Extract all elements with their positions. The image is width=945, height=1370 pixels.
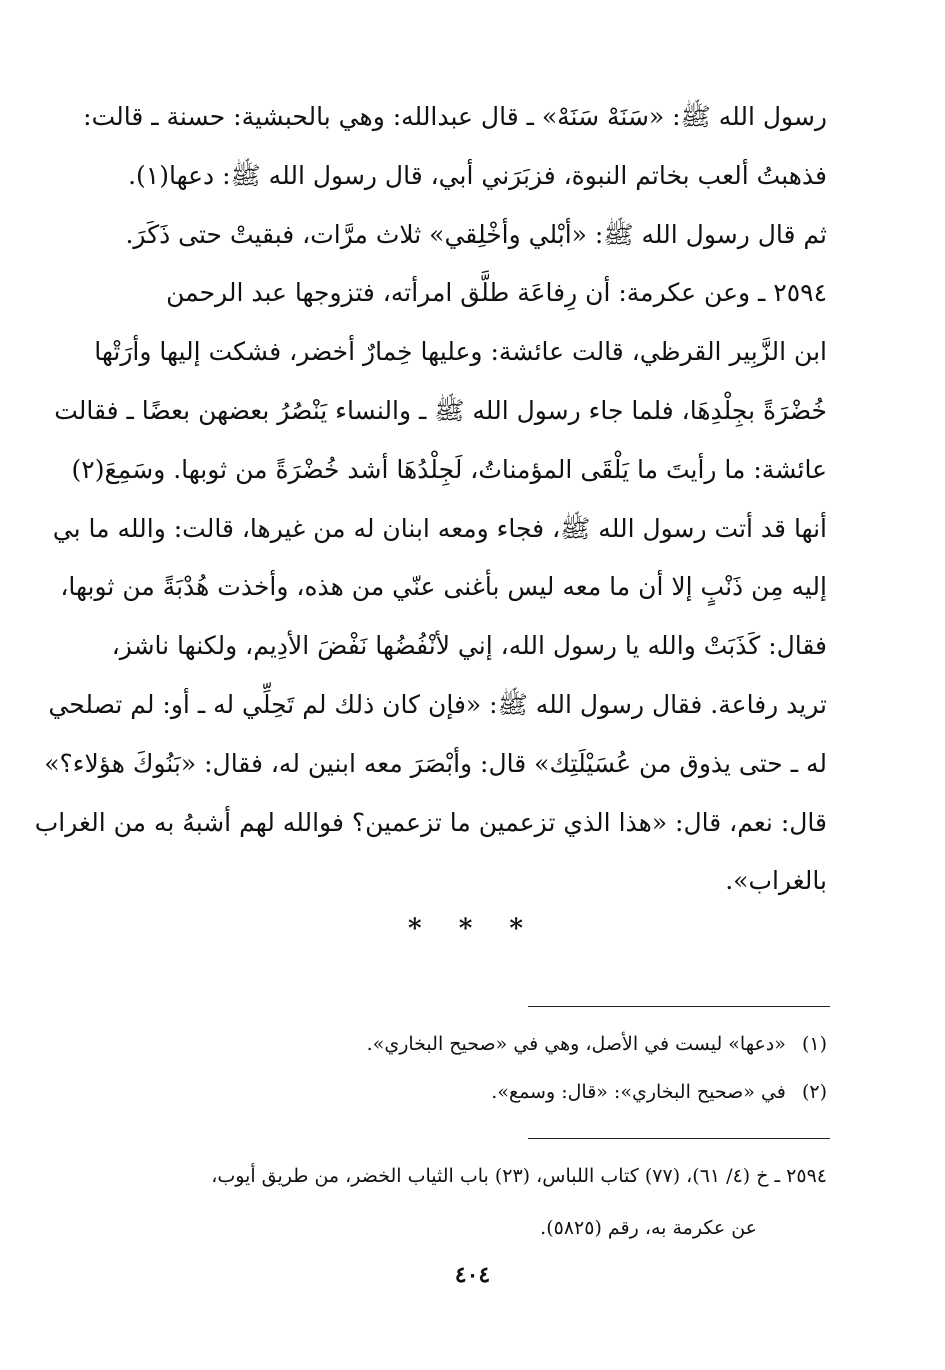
footnote-2 [110, 1068, 827, 1116]
text-line: خُضْرَةً بجِلْدِهَا، فلما جاء رسول الله ﷺ ـ والنساء يَنْصُرُ بعضهن بعضًا ـ فقالت [54, 395, 827, 425]
footnote-1 [110, 1020, 827, 1068]
footnote-text: «دعها» ليست في الأصل، وهي في «صحيح البخاري». [366, 1033, 786, 1055]
text-line: إليه مِن ذَنْبٍ إلا أن ما معه ليس بأغنى عنّي من هذه، وأخذت هُدْبَةً من ثوبها، [60, 572, 827, 602]
takhrij-divider [528, 1138, 830, 1139]
text-line: عائشة: ما رأيتَ ما يَلْقَى المؤمناتُ، لَجِلْدُهَا أشد خُضْرَةً من ثوبها. وسَمِعَ(٢) [71, 454, 827, 484]
text-line: تريد رفاعة. فقال رسول الله ﷺ: «فإن كان ذلك لم تَحِلِّي له ـ أو: لم تصلحي [48, 689, 827, 719]
hadith-2594-start-line: ٢٥٩٤ ـ وعن عكرمة: أن رِفاعَة طلَّق امرأته، فتزوجها عبد الرحمن [166, 278, 827, 308]
footnotes [110, 1020, 827, 1116]
text-line: فقال: كَذَبَتْ والله يا رسول الله، إني لأنْفُضُها نَفْضَ الأدِيم، ولكنها ناشز، [111, 631, 827, 661]
footnote-number: (٢) [801, 1081, 827, 1103]
takhrij-line: عن عكرمة به، رقم (٥٨٢٥). [540, 1217, 757, 1239]
text-line: ثم قال رسول الله ﷺ: «أبْلي وأخْلِقي» ثلاث مرَّات، فبقيتْ حتى ذَكَرَ. [125, 219, 827, 249]
footnote-divider [528, 1006, 830, 1007]
text-line: أنها قد أتت رسول الله ﷺ، فجاء ومعه ابنان له من غيرها، قالت: والله ما بي [52, 513, 827, 543]
text-line: له ـ حتى يذوق من عُسَيْلَتِك» قال: وأبْصَرَ معه ابنين له، فقال: «بَنُوكَ هؤلاء؟» [44, 748, 827, 778]
section-separator: * * * [408, 914, 537, 944]
text-line: بالغراب». [725, 866, 827, 896]
main-text-block [34, 88, 827, 911]
text-line: ابن الزَّبِير القرظي، قالت عائشة: وعليها خِمارٌ أخضر، فشكت إليها وأرَتْها [94, 337, 827, 367]
takhrij-block [110, 1150, 827, 1254]
footnote-text: في «صحيح البخاري»: «قال: وسمع». [491, 1081, 786, 1103]
page-number: ٤٠٤ [454, 1262, 491, 1288]
takhrij-line: ٢٥٩٤ ـ خ (٤/ ٦١)، (٧٧) كتاب اللباس، (٢٣) باب الثياب الخضر، من طريق أيوب، [211, 1165, 827, 1187]
text-line: قال: نعم، قال: «هذا الذي تزعمين ما تزعمين؟ فوالله لهم أشبهُ به من الغراب [34, 807, 827, 837]
footnote-number: (١) [801, 1033, 827, 1055]
text-line: رسول الله ﷺ: «سَنَهْ سَنَهْ» ـ قال عبدالله: وهي بالحبشية: حسنة ـ قالت: [83, 102, 827, 131]
text-line: فذهبتُ ألعب بخاتم النبوة، فزبَرَني أبي، قال رسول الله ﷺ: دعها(١). [128, 160, 827, 190]
